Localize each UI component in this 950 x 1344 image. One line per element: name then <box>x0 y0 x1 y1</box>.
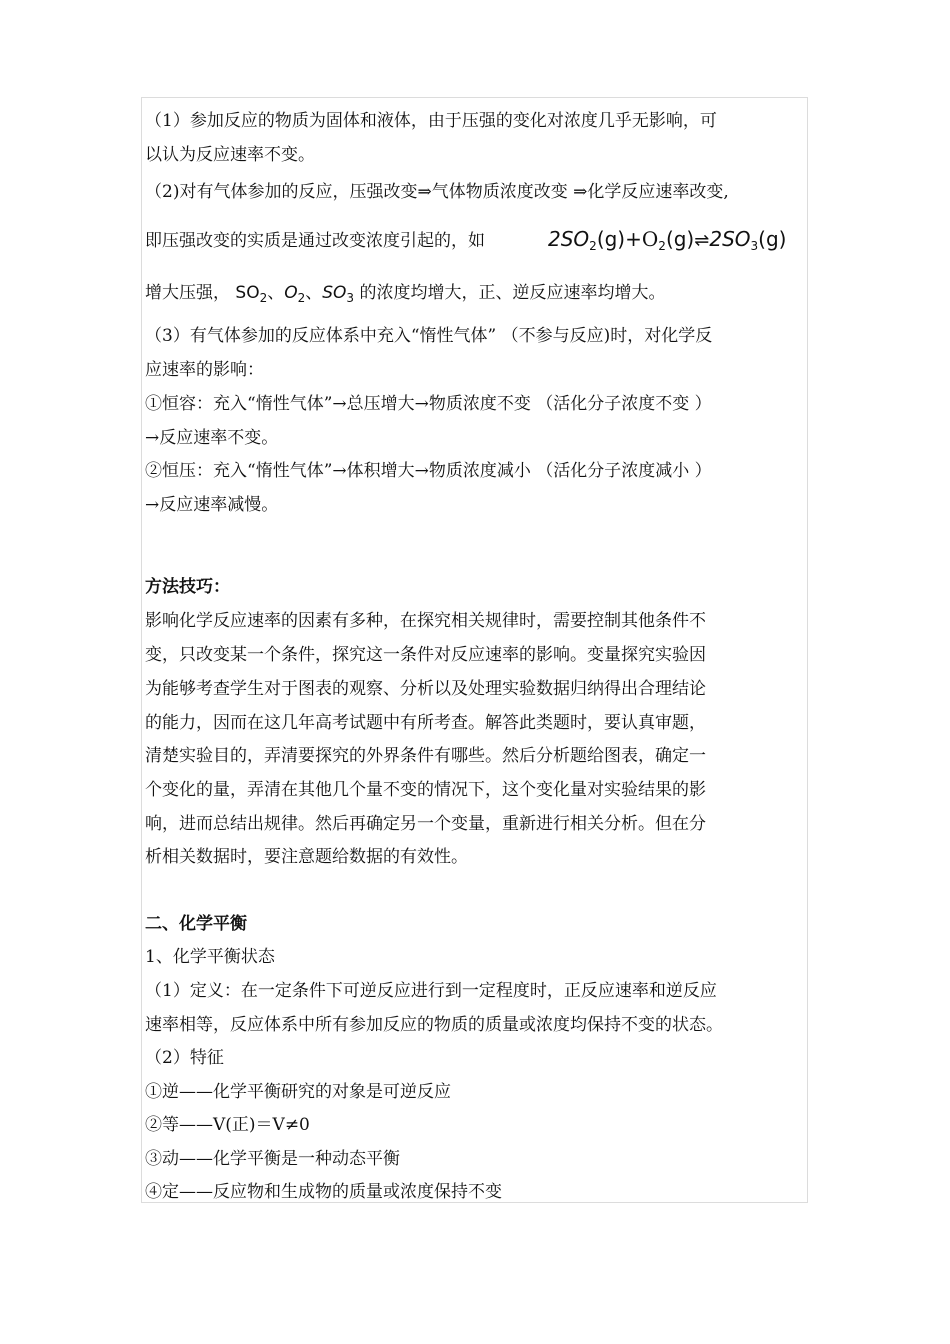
chem-o2: $O_2$ <box>284 283 306 305</box>
method-line: 析相关数据时，要注意题给数据的有效性。 <box>145 847 468 867</box>
definition-line1: （1）定义：在一定条件下可逆反应进行到一定程度时，正反应速率和逆反应 <box>145 981 717 1001</box>
text-prefix: 增大压强， <box>145 283 230 303</box>
method-line: 为能够考查学生对于图表的观察、分析以及处理实验数据归纳得出合理结论 <box>145 679 706 699</box>
pressure-p5-line1: ②恒压：充入“惰性气体”→体积增大→物质浓度减小 （活化分子浓度减小 ） <box>145 461 712 481</box>
method-line: 个变化的量，弄清在其他几个量不变的情况下，这个变化量对实验结果的影 <box>145 780 706 800</box>
pressure-p4-line1: ①恒容：充入“惰性气体”→总压增大→物质浓度不变 （活化分子浓度不变 ） <box>145 394 712 414</box>
pressure-p3-line2: 应速率的影响： <box>145 360 264 380</box>
method-heading: 方法技巧： <box>145 577 230 597</box>
method-line: 的能力，因而在这几年高考试题中有所考查。解答此类题时，要认真审题， <box>145 713 706 733</box>
formula-state: (g) <box>665 227 695 251</box>
text-suffix: 的浓度均增大，正、逆反应速率均增大。 <box>359 283 666 303</box>
separator: 、 <box>305 283 323 303</box>
feature-item: ①逆——化学平衡研究的对象是可逆反应 <box>145 1082 451 1102</box>
formula-sub: 2 <box>658 239 666 253</box>
pressure-p3-line1: （3）有气体参加的反应体系中充入“惰性气体” （不参与反应)时，对化学反 <box>145 326 713 346</box>
pressure-p1-line1: （1）参加反应的物质为固体和液体，由于压强的变化对浓度几乎无影响，可 <box>145 111 717 131</box>
formula-sub: 3 <box>750 239 759 253</box>
chem-so2: $SO_2$ <box>235 283 268 305</box>
chem-so3: $SO_3$ <box>322 283 355 305</box>
pressure-p2-line1: （2)对有气体参加的反应，压强改变⇒气体物质浓度改变 ⇒化学反应速率改变, <box>145 182 729 202</box>
formula-reactant-so2: 2SO <box>548 227 590 251</box>
features-title: （2）特征 <box>145 1048 224 1068</box>
pressure-p4-line2: →反应速率不变。 <box>145 428 279 448</box>
pressure-p2-line2: 即压强改变的实质是通过改变浓度引起的，如 <box>145 231 485 251</box>
reaction-equation <box>548 222 786 256</box>
method-line: 清楚实验目的，弄清要探究的外界条件有哪些。然后分析题给图表，确定一 <box>145 746 706 766</box>
method-line: 响，进而总结出规律。然后再确定另一个变量，重新进行相关分析。但在分 <box>145 814 706 834</box>
formula-state: (g) <box>596 227 626 251</box>
equilibrium-heading: 二、化学平衡 <box>145 914 247 934</box>
pressure-p5-line2: →反应速率减慢。 <box>145 495 279 515</box>
formula-product-so3: 2SO <box>709 227 751 251</box>
formula-state: (g) <box>758 227 787 251</box>
formula-sub: 2 <box>589 239 597 253</box>
equilibrium-subheading: 1、化学平衡状态 <box>145 947 275 967</box>
pressure-p1-line2: 以认为反应速率不变。 <box>145 145 315 165</box>
method-line: 变，只改变某一个条件，探究这一条件对反应速率的影响。变量探究实验因 <box>145 645 706 665</box>
method-line: 影响化学反应速率的因素有多种，在探究相关规律时，需要控制其他条件不 <box>145 611 706 631</box>
formula-reactant-o2: O <box>641 227 659 251</box>
definition-line2: 速率相等，反应体系中所有参加反应的物质的质量或浓度均保持不变的状态。 <box>145 1015 723 1035</box>
pressure-p2-line3 <box>145 282 665 309</box>
separator: 、 <box>267 283 285 303</box>
feature-item: ②等——V(正)＝V≠0 <box>145 1115 310 1135</box>
feature-item: ③动——化学平衡是一种动态平衡 <box>145 1149 400 1169</box>
formula-plus: + <box>625 227 642 251</box>
feature-item: ④定——反应物和生成物的质量或浓度保持不变 <box>145 1182 502 1202</box>
equilibrium-arrow-icon: ⇌ <box>694 230 710 251</box>
